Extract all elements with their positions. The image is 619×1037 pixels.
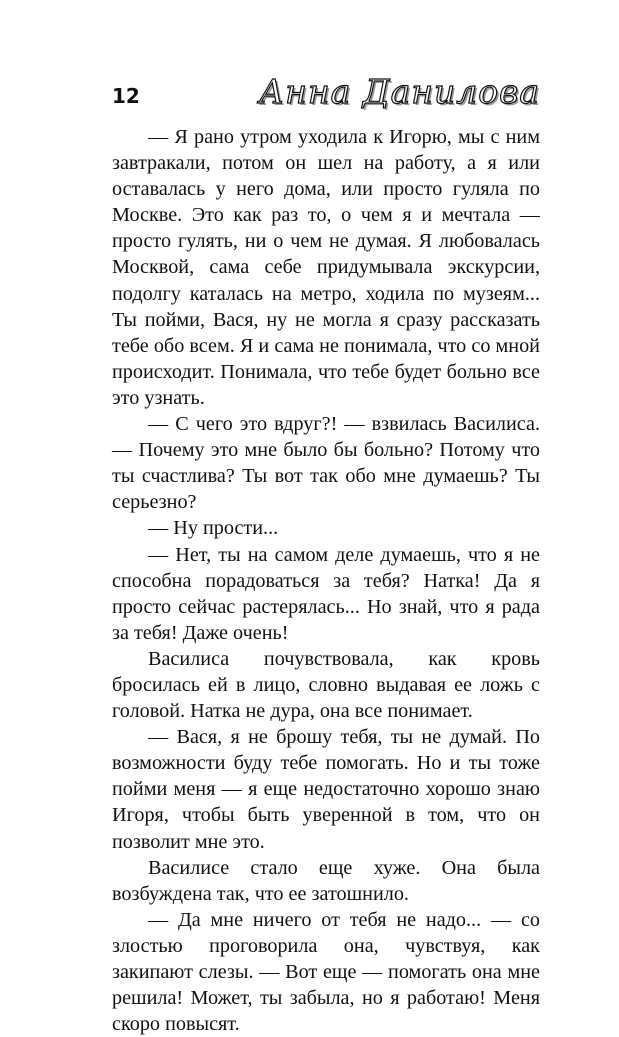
author-name: Анна Данилова — [259, 72, 540, 111]
body-text — [112, 124, 540, 1037]
paragraph: Василисе стало еще хуже. Она была возбуждена так, что ее затошнило. — [112, 856, 540, 905]
paragraph: — Да мне ничего от тебя не надо... — со злостью проговорила она, чувствуя, как закипают слезы. — Вот еще — помогать она мне решила! Может, ты забыла, но я работаю! Меня скоро повысят. — [112, 908, 540, 1036]
page-number: 12 — [112, 84, 140, 108]
paragraph: — Нет, ты на самом деле думаешь, что я не способна порадоваться за тебя? Натка! Да я просто сейчас растерялась... Но знай, что я рада за тебя! Даже очень! — [112, 543, 540, 644]
page-header — [100, 68, 540, 118]
paragraph: — С чего это вдруг?! — взвилась Василиса. — Почему это мне было бы больно? Потому что ты счастлива? Ты вот так обо мне думаешь? Ты серьезно? — [112, 413, 540, 514]
paragraph: — Ну прости... — [148, 517, 279, 540]
paragraph: — Я рано утром уходила к Игорю, мы с ним завтракали, потом он шел на работу, а я или оставалась у него дома, или просто гуляла по Москве. Это как раз то, о чем я и мечтала — просто гулять, ни о чем не думая. Я любовалась Москвой, сама себе придумывала экскурсии, подолгу каталась на метро, ходила по музеям... Ты пойми, Вася, ну не могла я сразу рассказать тебе обо всем. Я и сама не понимала, что со мной происходит. Понимала, что тебе будет больно все это узнать. — [112, 126, 540, 409]
paragraph: — Вася, я не брошу тебя, ты не думай. По возможности буду тебе помогать. Но и ты тоже пойми меня — я еще недостаточно хорошо знаю Игоря, чтобы быть уверенной в том, что он позволит мне это. — [112, 726, 540, 853]
paragraph: Василиса почувствовала, как кровь бросилась ей в лицо, словно выдавая ее ложь с головой. Натка не дура, она все понимает. — [112, 647, 540, 723]
